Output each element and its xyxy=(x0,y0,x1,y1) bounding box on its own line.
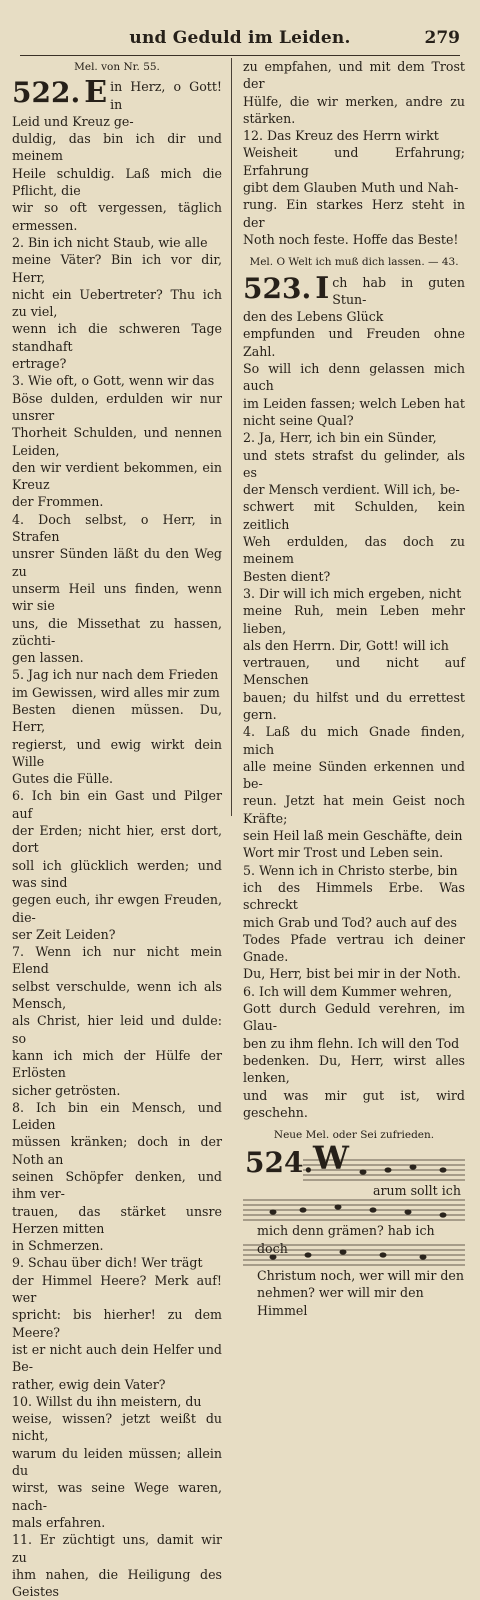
lyric-line-1: arum sollt ich xyxy=(373,1183,461,1199)
text-line: seinen Schöpfer denken, und ihm ver- xyxy=(12,1169,222,1202)
hymn-523 xyxy=(243,270,465,1122)
text-line: gegen euch, ihr ewgen Freuden, die- xyxy=(12,892,222,925)
text-line: und stets strafst du gelinder, als es xyxy=(243,447,465,480)
text-line: 12. Das Kreuz des Herrn wirkt xyxy=(243,128,439,144)
text-line: schwert mit Schulden, kein zeitlich xyxy=(243,499,465,532)
text-line: müssen kränken; doch in der Noth an xyxy=(12,1134,222,1167)
text-line: 2. Ja, Herr, ich bin ein Sünder, xyxy=(243,430,437,446)
text-line: ser Zeit Leiden? xyxy=(12,926,116,942)
hymn-522-text xyxy=(12,75,222,1600)
text-line: 2. Bin ich nicht Staub, wie alle xyxy=(12,234,208,250)
text-line: als den Herrn. Dir, Gott! will ich xyxy=(243,637,449,653)
text-line: sicher getrösten. xyxy=(12,1082,121,1098)
text-line: unsrer Sünden läßt du den Weg zu xyxy=(12,546,222,579)
text-line: der Mensch verdient. Will ich, be- xyxy=(243,482,460,498)
column-divider xyxy=(231,58,232,816)
hymn-522-initial: E xyxy=(84,75,108,111)
hymn-524-number: 524. xyxy=(245,1146,314,1180)
text-line: nicht seine Qual? xyxy=(243,412,354,428)
text-line: sein Heil laß mein Geschäfte, dein xyxy=(243,828,463,844)
text-line: Besten dient? xyxy=(243,568,331,584)
text-line: in Schmerzen. xyxy=(12,1238,104,1254)
text-line: der Erden; nicht hier, erst dort, dort xyxy=(12,823,222,856)
header-rule xyxy=(20,55,460,56)
text-line: regierst, und ewig wirkt dein Wille xyxy=(12,736,222,769)
lyric-line-2: mich denn grämen? hab ich doch xyxy=(257,1223,435,1256)
text-line: wirst, was seine Wege waren, nach- xyxy=(12,1480,222,1513)
text-line: empfunden und Freuden ohne Zahl. xyxy=(243,326,465,359)
text-line: ch hab in guten Stun- xyxy=(332,274,465,307)
hymn-523-number: 523. xyxy=(243,271,312,305)
hymn-524-melody: Neue Mel. oder Sei zufrieden. xyxy=(273,1129,435,1142)
text-line: im Leiden fassen; welch Leben hat xyxy=(243,395,465,411)
hymn-522-number: 522. xyxy=(12,76,81,110)
text-line: nicht ein Uebertreter? Thu ich zu viel, xyxy=(12,286,222,320)
text-line: bedenken. Du, Herr, wirst alles lenken, xyxy=(243,1052,465,1086)
text-line: spricht: bis hierher! zu dem Meere? xyxy=(12,1307,222,1340)
text-line: So will ich denn gelassen mich auch xyxy=(243,361,465,394)
text-line: kann ich mich der Hülfe der Erlösten xyxy=(12,1047,222,1081)
text-line: Todes Pfade vertrau ich deiner Gnade. xyxy=(243,931,465,965)
lyric-line-4: nehmen? wer will mir den Himmel xyxy=(257,1285,424,1318)
text-line: meine Väter? Bin ich vor dir, Herr, xyxy=(12,252,222,285)
text-line: der Himmel Heere? Merk auf! wer xyxy=(12,1272,222,1306)
text-line: gen lassen. xyxy=(12,650,84,666)
text-line: mals erfahren. xyxy=(12,1514,106,1530)
text-line: rather, ewig dein Vater? xyxy=(12,1376,166,1392)
text-line: 7. Wenn ich nur nicht mein Elend xyxy=(12,944,222,977)
text-line: wenn ich die schweren Tage standhaft xyxy=(12,321,222,354)
text-line: uns, die Missethat zu hassen, züchti- xyxy=(12,615,222,648)
text-line: den des Lebens Glück xyxy=(243,309,384,325)
hymn-522-melody: Mel. von Nr. 55. xyxy=(74,61,160,73)
text-line: Besten dienen müssen. Du, Herr, xyxy=(12,701,222,735)
text-line: ihm nahen, die Heiligung des Geistes xyxy=(12,1566,222,1600)
hymn-522-continuation xyxy=(243,58,465,248)
text-line: wir so oft vergessen, täglich ermessen. xyxy=(12,200,222,233)
text-line: ertrage? xyxy=(12,356,67,372)
text-line: ich des Himmels Erbe. Was schreckt xyxy=(243,879,465,913)
hymn-524-initial: W xyxy=(313,1139,349,1178)
text-line: Leid und Kreuz ge- xyxy=(12,113,134,129)
text-line: rung. Ein starkes Herz steht in der xyxy=(243,197,465,230)
running-title: und Geduld im Leiden. xyxy=(129,28,351,48)
text-line: ist er nicht auch dein Helfer und Be- xyxy=(12,1341,222,1375)
hymn-523-melody: Mel. O Welt ich muß dich lassen. — 43. xyxy=(249,256,459,269)
text-line: duldig, das bin ich dir und meinem xyxy=(12,131,222,164)
text-line: Gutes die Fülle. xyxy=(12,771,114,787)
text-line: bauen; du hilfst und du errettest gern. xyxy=(243,689,465,722)
text-line: Gott durch Geduld verehren, im Glau- xyxy=(243,1001,465,1034)
text-line: 8. Ich bin ein Mensch, und Leiden xyxy=(12,1099,222,1133)
text-line: meine Ruh, mein Leben mehr lieben, xyxy=(243,603,465,636)
lyric-line-3: Christum noch, wer will mir den xyxy=(257,1268,464,1284)
text-line: Thorheit Schulden, und nennen Leiden, xyxy=(12,425,222,458)
text-line: Böse dulden, erdulden wir nur unsrer xyxy=(12,390,222,423)
text-line: mich Grab und Tod? auch auf des xyxy=(243,914,457,930)
text-line: vertrauen, und nicht auf Menschen xyxy=(243,655,465,688)
text-line: ben zu ihm flehn. Ich will den Tod xyxy=(243,1035,460,1051)
text-line: reun. Jetzt hat mein Geist noch Kräfte; xyxy=(243,793,465,826)
text-line: der Frommen. xyxy=(12,494,104,510)
text-line: 5. Wenn ich in Christo sterbe, bin xyxy=(243,862,458,878)
text-line: Weh erdulden, das doch zu meinem xyxy=(243,534,465,567)
text-line: 5. Jag ich nur nach dem Frieden xyxy=(12,667,219,683)
text-line: trauen, das stärket unsre Herzen mitten xyxy=(12,1203,222,1236)
page-header xyxy=(20,28,460,54)
hymn-523-text xyxy=(243,270,465,1122)
text-line: Weisheit und Erfahrung; Erfahrung xyxy=(243,145,465,178)
text-line: Du, Herr, bist bei mir in der Noth. xyxy=(243,966,461,982)
text-line: Noth noch feste. Hoffe das Beste! xyxy=(243,231,459,247)
text-line: 4. Doch selbst, o Herr, in Strafen xyxy=(12,511,222,545)
hymn-522 xyxy=(12,75,222,1600)
text-line: 3. Wie oft, o Gott, wenn wir das xyxy=(12,373,215,389)
text-line: zu empfahen, und mit dem Trost der xyxy=(243,59,465,92)
text-line: selbst verschulde, wenn ich als Mensch, xyxy=(12,978,222,1012)
page-number: 279 xyxy=(424,28,460,48)
text-line: 11. Er züchtigt uns, damit wir zu xyxy=(12,1532,222,1565)
text-line: in Herz, o Gott! in xyxy=(110,79,222,112)
text-line: 6. Ich will dem Kummer wehren, xyxy=(243,983,453,999)
hymn-524-music xyxy=(243,1139,465,1318)
text-line: warum du leiden müssen; allein du xyxy=(12,1445,222,1479)
text-line: gibt dem Glauben Muth und Nah- xyxy=(243,180,459,196)
text-line: Wort mir Trost und Leben sein. xyxy=(243,845,444,861)
text-line: als Christ, hier leid und dulde: so xyxy=(12,1013,222,1046)
text-line: den wir verdient bekommen, ein Kreuz xyxy=(12,459,222,493)
text-line: 4. Laß du mich Gnade finden, mich xyxy=(243,724,465,757)
right-column xyxy=(243,58,465,1318)
text-line: weise, wissen? jetzt weißt du nicht, xyxy=(12,1411,222,1444)
text-line: 10. Willst du ihn meistern, du xyxy=(12,1393,202,1409)
text-line: 3. Dir will ich mich ergeben, nicht xyxy=(243,585,462,601)
text-line: alle meine Sünden erkennen und be- xyxy=(243,758,465,792)
left-column xyxy=(12,58,222,1600)
hymn-523-initial: I xyxy=(315,270,330,306)
text-line: Heile schuldig. Laß mich die Pflicht, die xyxy=(12,165,222,199)
text-line: Hülfe, die wir merken, andre zu stärken. xyxy=(243,93,465,126)
text-line: im Gewissen, wird alles mir zum xyxy=(12,684,220,700)
text-line: soll ich glücklich werden; und was sind xyxy=(12,857,222,890)
text-line: unserm Heil uns finden, wenn wir sie xyxy=(12,580,222,614)
text-line: und was mir gut ist, wird geschehn. xyxy=(243,1087,465,1120)
text-line: 9. Schau über dich! Wer trägt xyxy=(12,1255,203,1271)
text-line: 6. Ich bin ein Gast und Pilger auf xyxy=(12,788,222,821)
